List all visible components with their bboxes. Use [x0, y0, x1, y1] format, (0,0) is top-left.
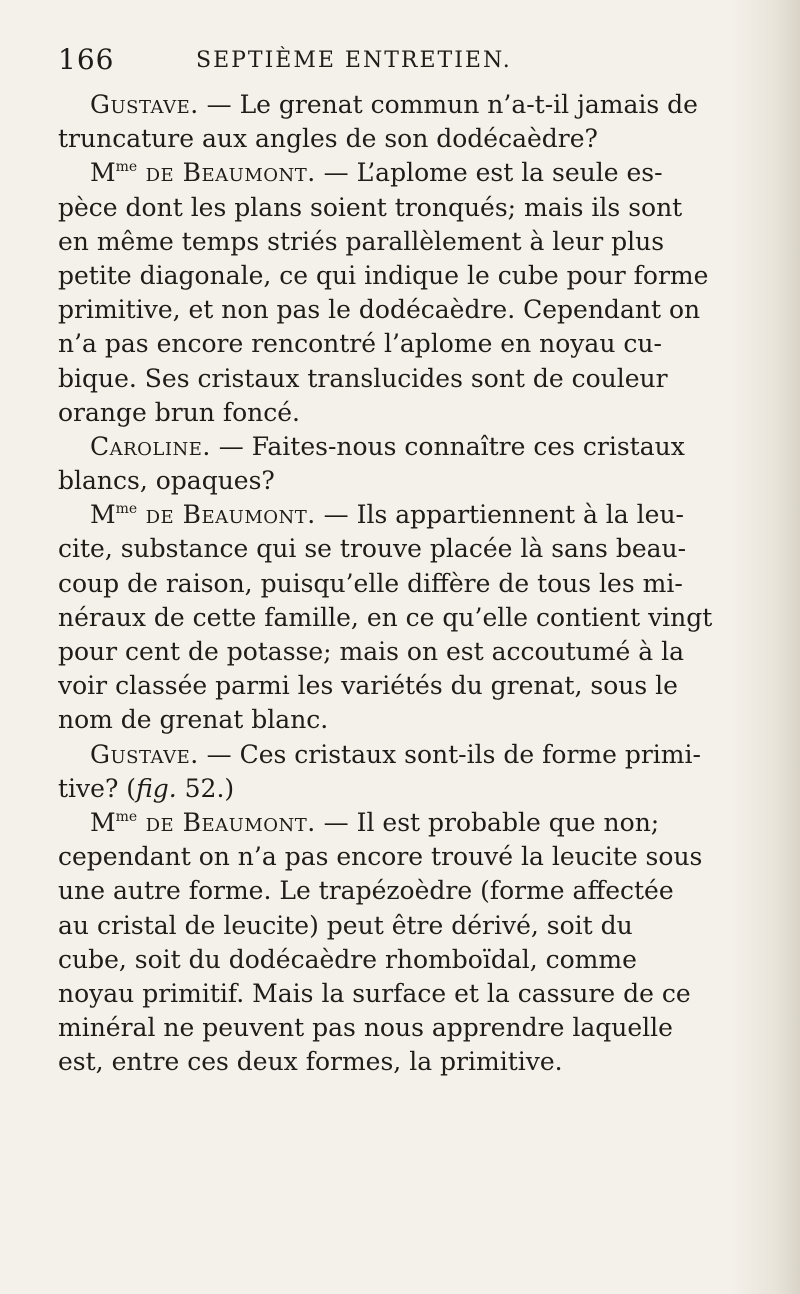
page-header	[58, 42, 738, 78]
line-text: — L’aplome est la seule es-	[315, 158, 663, 188]
speaker-prefix: M	[90, 500, 116, 530]
text-line: pour cent de potasse; mais on est accoutumé à la	[58, 637, 685, 666]
text-line: blancs, opaques?	[58, 466, 275, 496]
line-text: — Le grenat commun n’a-t-il jamais de	[198, 90, 698, 119]
text-line: n’a pas encore rencontré l’aplome en noyau cu-	[58, 329, 662, 359]
body-text	[58, 88, 758, 1079]
text-line: une autre forme. Le trapézoèdre (forme affectée	[58, 876, 674, 906]
text-line: petite diagonale, ce qui indique le cube pour forme	[58, 260, 709, 290]
speaker-name: de Beaumont.	[137, 807, 316, 837]
text-line: au cristal de leucite) peut être dérivé, soit du	[58, 910, 633, 940]
page-number: 166	[58, 43, 115, 76]
speaker-superscript: me	[115, 808, 138, 825]
speaker-name: de Beaumont.	[137, 500, 316, 530]
text-line: truncature aux angles de son dodécaèdre?	[58, 124, 598, 154]
line-text: tive? (	[58, 773, 137, 803]
text-line	[58, 156, 758, 190]
speaker-name: Gustave.	[90, 739, 199, 769]
text-line: bique. Ses cristaux translucides sont de couleur	[58, 363, 668, 393]
figure-abbrev: fig.	[136, 773, 177, 803]
speaker-name: Caroline.	[90, 431, 211, 461]
text-line: orange brun foncé.	[58, 397, 301, 427]
line-text: — Il est probable que non;	[315, 807, 660, 837]
text-line: cube, soit du dodécaèdre rhomboïdal, comme	[58, 944, 637, 974]
text-line: nom de grenat blanc.	[58, 705, 329, 735]
speaker-prefix: M	[90, 158, 116, 188]
text-line: noyau primitif. Mais la surface et la cassure de ce	[58, 978, 691, 1008]
text-line: coup de raison, puisqu’elle diffère de tous les mi-	[58, 568, 683, 598]
speaker-prefix: M	[90, 807, 116, 837]
text-line: en même temps striés parallèlement à leur plus	[58, 226, 665, 256]
speaker-name: de Beaumont.	[137, 158, 316, 188]
text-line	[58, 498, 758, 532]
text-line	[58, 88, 758, 122]
text-line: pèce dont les plans soient tronqués; mais ils sont	[58, 192, 683, 222]
line-text: — Ils appartiennent à la leu-	[315, 500, 684, 530]
text-line	[58, 430, 758, 464]
text-line	[58, 806, 758, 840]
speaker-superscript: me	[115, 501, 138, 518]
text-line	[58, 772, 758, 806]
text-line: cependant on n’a pas encore trouvé la leucite sous	[58, 842, 703, 872]
text-line	[58, 738, 758, 772]
speaker-superscript: me	[115, 159, 138, 176]
line-text: 52.)	[176, 773, 235, 803]
text-line: primitive, et non pas le dodécaèdre. Cependant on	[58, 295, 701, 325]
line-text: — Faites-nous connaître ces cristaux	[210, 431, 685, 461]
text-line: est, entre ces deux formes, la primitive.	[58, 1047, 563, 1077]
text-line: minéral ne peuvent pas nous apprendre laquelle	[58, 1013, 673, 1043]
text-line: cite, substance qui se trouve placée là sans beau-	[58, 534, 687, 564]
line-text: — Ces cristaux sont-ils de forme primi-	[198, 739, 701, 769]
text-line: voir classée parmi les variétés du grenat, sous le	[58, 671, 678, 701]
speaker-name: Gustave.	[90, 90, 199, 119]
running-head: SEPTIÈME ENTRETIEN.	[196, 48, 512, 73]
text-line: néraux de cette famille, en ce qu’elle contient vingt	[58, 602, 713, 632]
